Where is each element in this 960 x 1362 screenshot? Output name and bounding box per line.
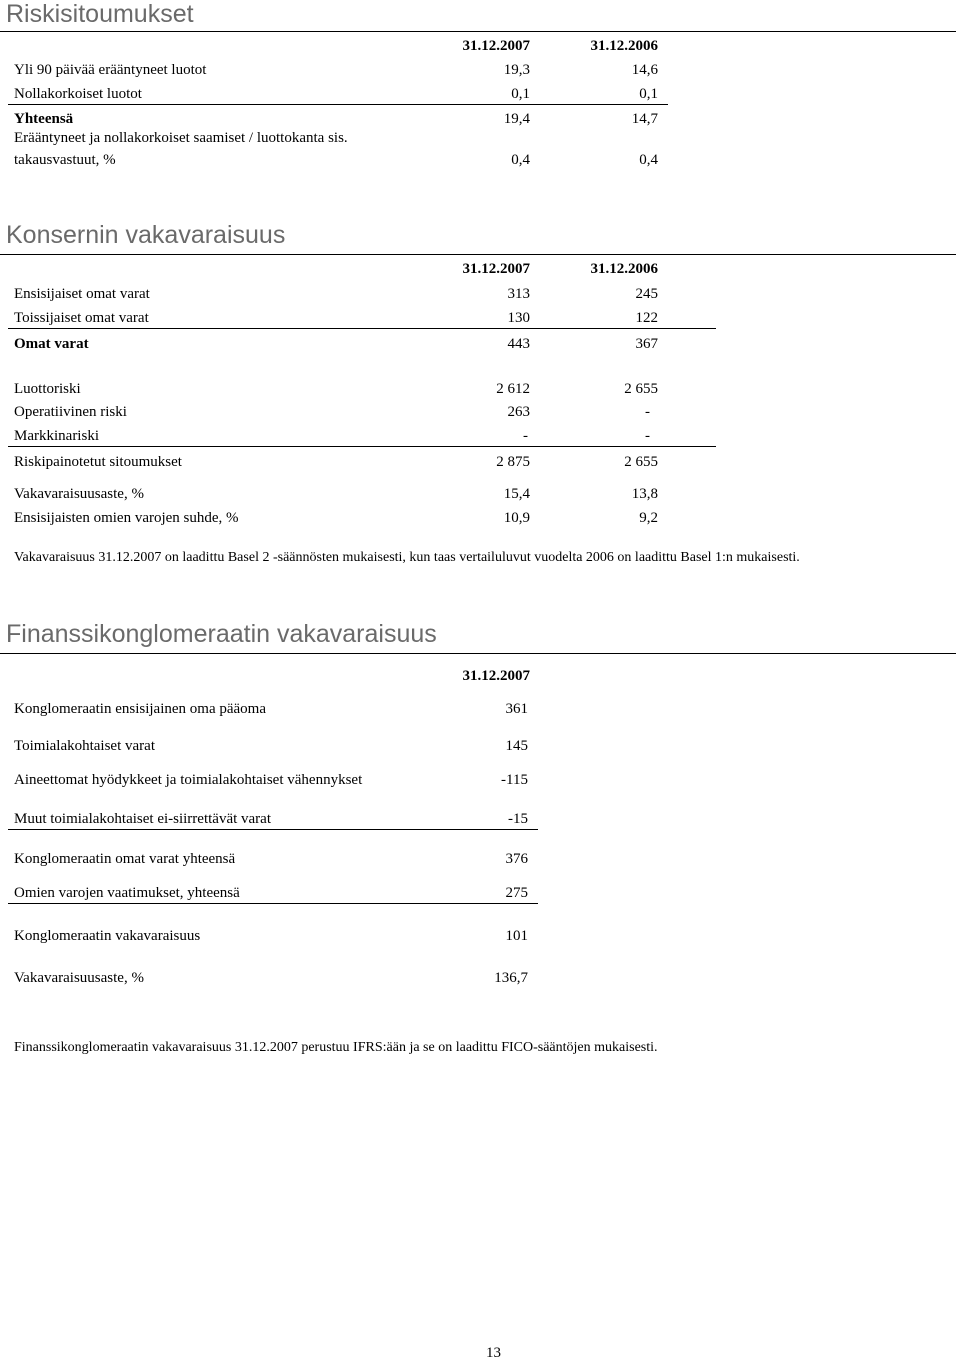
row-label: Toimialakohtaiset varat [14, 738, 155, 754]
row-value-2006: 122 [635, 310, 658, 326]
row-label: Aineettomat hyödykkeet ja toimialakohtaiset vähennykset [14, 772, 363, 788]
row-label: Toissijaiset omat varat [14, 310, 149, 326]
ratio-label-line1: Erääntyneet ja nollakorkoiset saamiset / luottokanta sis. [14, 130, 348, 146]
row-value-2007: 2 612 [496, 381, 530, 397]
row-label: Muut toimialakohtaiset ei-siirrettävät varat [14, 811, 271, 827]
row-value-2007: 313 [507, 286, 530, 302]
row-value-2006: - [645, 428, 650, 444]
row-label: Riskipainotetut sitoumukset [14, 454, 182, 470]
row-label: Konglomeraatin ensisijainen oma pääoma [14, 701, 267, 717]
row-label: Nollakorkoiset luotot [14, 86, 142, 102]
footnote: Finanssikonglomeraatin vakavaraisuus 31.12.2007 perustuu IFRS:ään ja se on laadittu FICO-sääntöjen mukaisesti. [14, 1040, 658, 1055]
row-value-2007: 0,1 [511, 86, 530, 102]
row-value-2006: 245 [635, 286, 658, 302]
row-label: Vakavaraisuusaste, % [14, 486, 144, 502]
ratio-label-line2: takausvastuut, % [14, 152, 116, 168]
row-value-2007: 376 [505, 851, 528, 867]
row-value-2006: 367 [635, 336, 658, 352]
row-value-2006: - [645, 404, 650, 420]
footnote: Vakavaraisuus 31.12.2007 on laadittu Basel 2 -säännösten mukaisesti, kun taas vertailuluvut vuodelta 2006 on laadittu Basel 1:n mukaisesti. [14, 550, 800, 565]
table-rule [8, 829, 538, 830]
row-label: Ensisijaisten omien varojen suhde, % [14, 510, 239, 526]
table-rule [8, 328, 716, 329]
col-header-2006: 31.12.2006 [590, 38, 658, 54]
table-rule [8, 446, 716, 447]
row-label: Ensisijaiset omat varat [14, 286, 150, 302]
row-label: Luottoriski [14, 381, 81, 397]
col-header-2007: 31.12.2007 [462, 38, 530, 54]
row-value-2007: 275 [505, 885, 528, 901]
ratio-value-2007: 0,4 [511, 152, 530, 168]
row-value-2007: 145 [505, 738, 528, 754]
col-header-2007: 31.12.2007 [462, 668, 530, 684]
row-value-2006: 14,7 [631, 111, 658, 127]
row-value-2007: 15,4 [503, 486, 530, 502]
row-label: Operatiivinen riski [14, 404, 127, 420]
row-value-2007: - [523, 428, 528, 444]
row-label-total: Omat varat [14, 336, 89, 352]
section-divider [0, 31, 956, 32]
row-label: Vakavaraisuusaste, % [14, 970, 144, 986]
col-header-2007: 31.12.2007 [462, 261, 530, 277]
row-value-2007: 263 [507, 404, 530, 420]
row-value-2006: 0,1 [639, 86, 658, 102]
row-value-2007: 19,4 [503, 111, 530, 127]
section-title-riskisitoumukset: Riskisitoumukset [6, 0, 194, 28]
row-label: Omien varojen vaatimukset, yhteensä [14, 885, 240, 901]
row-value-2006: 2 655 [624, 381, 658, 397]
table-rule [8, 903, 538, 904]
row-value-2007: 19,3 [503, 62, 530, 78]
row-value-2007: 10,9 [503, 510, 530, 526]
row-label: Konglomeraatin vakavaraisuus [14, 928, 201, 944]
row-value-2006: 2 655 [624, 454, 658, 470]
row-label-total: Yhteensä [14, 111, 74, 127]
row-value-2006: 9,2 [639, 510, 658, 526]
col-header-2006: 31.12.2006 [590, 261, 658, 277]
row-value-2007: 361 [505, 701, 528, 717]
row-value-2007: 443 [507, 336, 530, 352]
row-value-2007: -115 [501, 772, 528, 788]
row-value-2007: -15 [508, 811, 528, 827]
section-divider [0, 254, 956, 255]
row-value-2006: 13,8 [631, 486, 658, 502]
page-number: 13 [486, 1345, 501, 1361]
row-label: Yli 90 päivää erääntyneet luotot [14, 62, 207, 78]
row-value-2007: 2 875 [496, 454, 530, 470]
row-label: Markkinariski [14, 428, 99, 444]
section-title-konsernin-vakavaraisuus: Konsernin vakavaraisuus [6, 221, 286, 249]
row-value-2007: 130 [507, 310, 530, 326]
row-value-2007: 101 [505, 928, 528, 944]
section-divider [0, 653, 956, 654]
section-title-finanssikonglomeraatin-vakavaraisuus: Finanssikonglomeraatin vakavaraisuus [6, 620, 437, 648]
table-rule [8, 104, 668, 105]
row-label: Konglomeraatin omat varat yhteensä [14, 851, 236, 867]
row-value-2007: 136,7 [494, 970, 528, 986]
row-value-2006: 14,6 [631, 62, 658, 78]
ratio-value-2006: 0,4 [639, 152, 658, 168]
